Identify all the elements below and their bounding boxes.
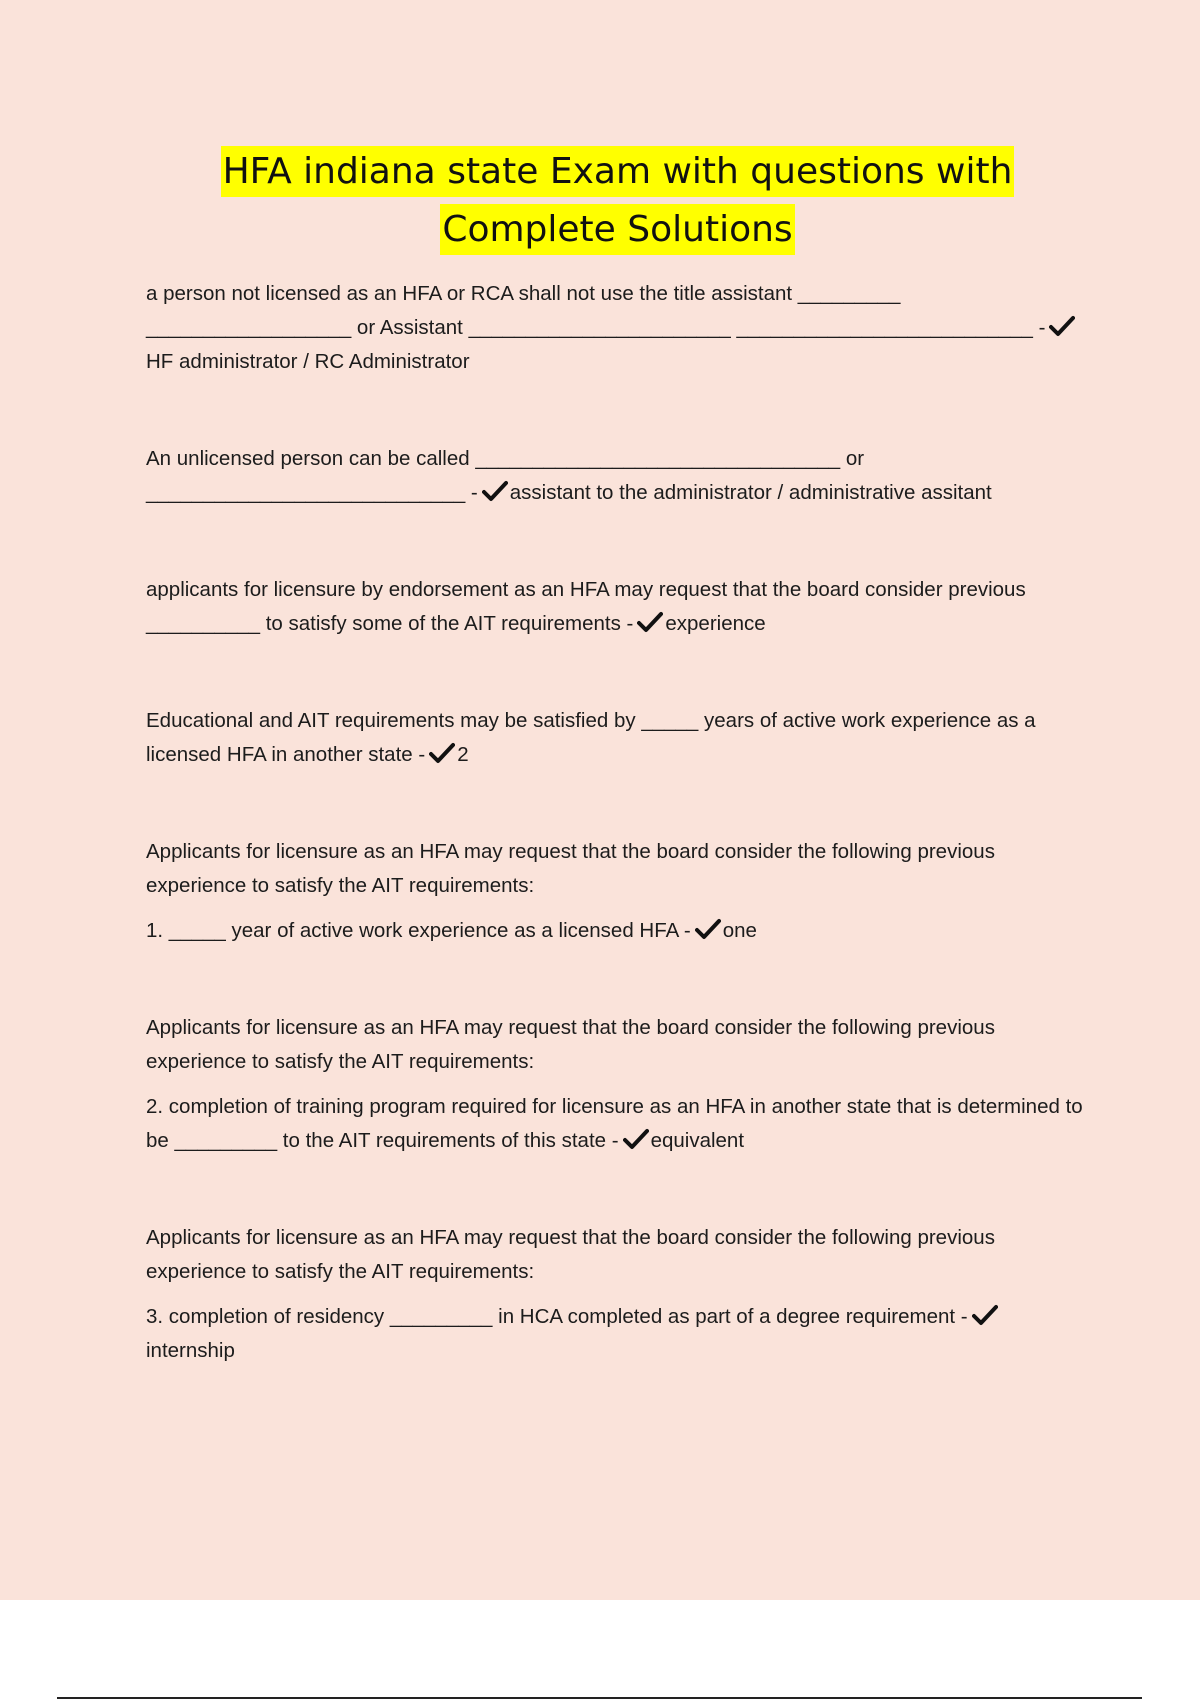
answer-text: internship <box>146 1339 235 1362</box>
question-prompt: An unlicensed person can be called ________________________________ or ____________________________ - <box>146 447 865 504</box>
question-item <box>146 442 1086 510</box>
checkmark-icon <box>637 611 663 633</box>
question-prompt: Educational and AIT requirements may be satisfied by _____ years of active work experience as a licensed HFA in another state - <box>146 709 1036 766</box>
checkmark-icon <box>429 742 455 764</box>
question-prompt: a person not licensed as an HFA or RCA shall not use the title assistant _________ __________________ or Assistant _______________________ __________________________ - <box>146 282 1046 339</box>
answer-text: one <box>722 919 757 942</box>
question-text <box>146 704 1086 772</box>
question-prompt: 3. completion of residency _________ in HCA completed as part of a degree requirement - <box>146 1305 968 1328</box>
question-prompt: 1. _____ year of active work experience as a licensed HFA - <box>146 919 691 942</box>
question-list <box>146 277 1086 1431</box>
question-intro: Applicants for licensure as an HFA may request that the board consider the following previous experience to satisfy the AIT requirements: <box>146 1016 995 1073</box>
question-text <box>146 914 1086 948</box>
answer-text: equivalent <box>650 1129 745 1152</box>
question-item <box>146 1011 1086 1158</box>
title-line-1: HFA indiana state Exam with questions with <box>221 146 1015 197</box>
question-item <box>146 1221 1086 1368</box>
checkmark-icon <box>972 1304 998 1326</box>
question-item <box>146 835 1086 948</box>
question-intro: Applicants for licensure as an HFA may request that the board consider the following previous experience to satisfy the AIT requirements: <box>146 840 995 897</box>
question-prompt: 2. completion of training program required for licensure as an HFA in another state that is determined to be _________ to the AIT requirements of this state - <box>146 1095 1083 1152</box>
document-title <box>0 146 1200 255</box>
answer-text: 2 <box>457 743 469 766</box>
question-text <box>146 442 1086 510</box>
checkmark-icon <box>623 1128 649 1150</box>
title-line-2: Complete Solutions <box>440 204 794 255</box>
question-text <box>146 1090 1086 1158</box>
question-item <box>146 704 1086 772</box>
answer-text: experience <box>665 612 766 635</box>
checkmark-icon <box>1049 315 1075 337</box>
question-text <box>146 573 1086 641</box>
question-prompt: applicants for licensure by endorsement as an HFA may request that the board consider previous __________ to satisfy some of the AIT requirements - <box>146 578 1026 635</box>
checkmark-icon <box>482 480 508 502</box>
footer-divider <box>57 1697 1142 1699</box>
answer-text: HF administrator / RC Administrator <box>146 350 470 373</box>
question-item <box>146 277 1086 379</box>
question-text <box>146 1300 1086 1368</box>
question-intro: Applicants for licensure as an HFA may request that the board consider the following previous experience to satisfy the AIT requirements: <box>146 1226 995 1283</box>
question-text <box>146 277 1086 379</box>
checkmark-icon <box>695 918 721 940</box>
answer-text: assistant to the administrator / administrative assitant <box>509 481 992 504</box>
question-item <box>146 573 1086 641</box>
